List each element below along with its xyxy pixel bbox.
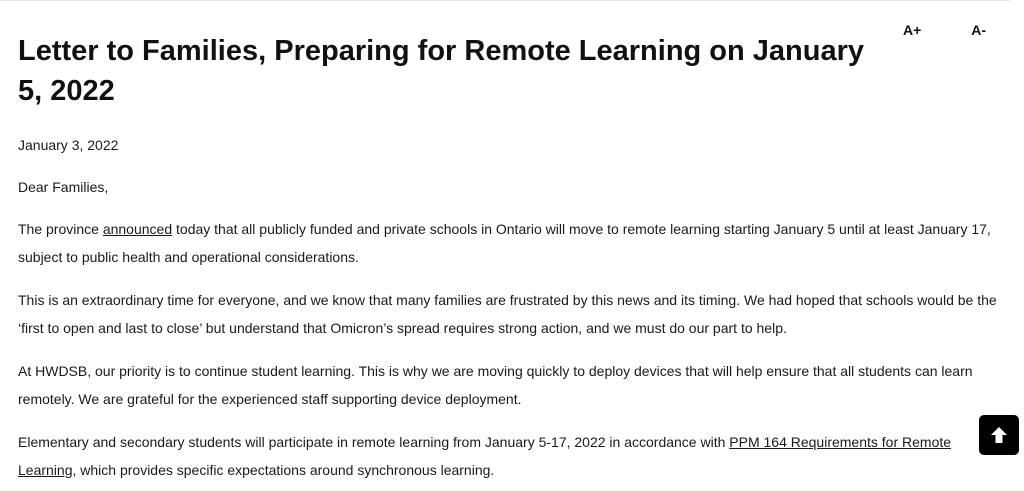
paragraph-announcement [18, 215, 1003, 271]
back-to-top-button[interactable] [979, 415, 1019, 455]
arrow-up-icon [989, 425, 1009, 445]
font-size-controls [895, 20, 994, 40]
paragraph-remote-learning [18, 428, 1003, 484]
increase-font-button[interactable]: A+ [895, 20, 929, 40]
paragraph-text: , which provides specific expectations around synchronous learning. [72, 462, 495, 478]
paragraph-text: Elementary and secondary students will participate in remote learning from January 5-17, 2022 in accordance with [18, 434, 730, 450]
paragraph-priority: At HWDSB, our priority is to continue student learning. This is why we are moving quickly to deploy devices that will help ensure that all students can learn remotely. We are grateful for the experienced staff supporting device deployment. [18, 363, 973, 407]
page-title: Letter to Families, Preparing for Remote Learning on January 5, 2022 [18, 35, 865, 107]
paragraph-text: today that all publicly funded and private schools in Ontario will move to remote learning starting January 5 until at least January 17, subject to public health and operational considerations. [18, 221, 991, 265]
top-divider [0, 0, 1010, 1]
salutation: Dear Families, [18, 179, 109, 195]
decrease-font-button[interactable]: A- [963, 20, 994, 40]
paragraph-extraordinary-time: This is an extraordinary time for everyone, and we know that many families are frustrated by this news and its timing. We had hoped that schools would be the ‘first to open and last to close’ but understand that Omicron’s spread requires strong action, and we must do our part to help. [18, 292, 997, 336]
announced-link[interactable]: announced [102, 221, 173, 237]
paragraph-text: The province [18, 221, 103, 237]
ppm-164-link[interactable]: PPM 164 Requirements for Remote Learning [18, 434, 952, 478]
letter-body [18, 131, 1003, 491]
letter-date: January 3, 2022 [18, 137, 119, 153]
